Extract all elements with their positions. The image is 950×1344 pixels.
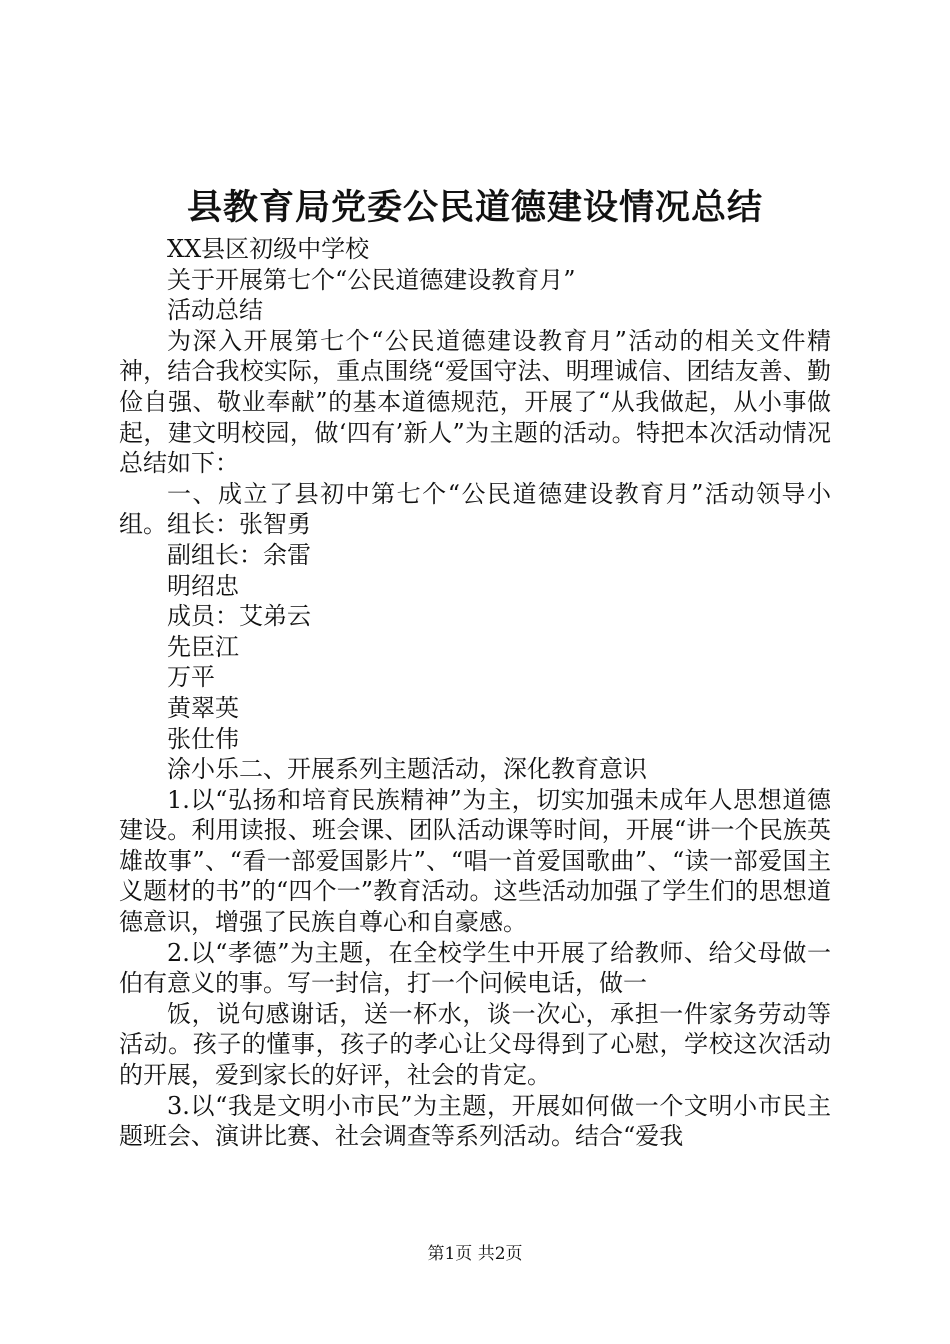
document-title: 县教育局党委公民道德建设情况总结	[186, 187, 763, 228]
paragraph-school-name: XX县区初级中学校	[167, 235, 370, 263]
paragraph-section-two: 涂小乐二、开展系列主题活动，深化教育意识	[167, 755, 647, 784]
paragraph-item-one: 1.以“弘扬和培育民族精神”为主，切实加强未成年人思想道德建设。利用读报、班会课、团队活动课等时间，开展“讲一个民族英雄故事”、“看一部爱国影片”、“唱一首爱国歌曲”、“读一部爱国主义题材的书”的“四个一”教育活动。这些活动加强了学生们的思想道德意识，增强了民族自尊心和自豪感。	[119, 785, 831, 937]
paragraph-member-name: 明绍忠	[167, 571, 239, 600]
paragraph-member-name: 先臣江	[167, 632, 239, 661]
paragraph-deputy-leader: 副组长：余雷	[167, 540, 311, 569]
paragraph-item-two: 2.以“孝德”为主题，在全校学生中开展了给教师、给父母做一伯有意义的事。写一封信，打一个问候电话，做一	[119, 938, 831, 998]
paragraph-item-three: 3.以“我是文明小市民”为主题，开展如何做一个文明小市民主题班会、演讲比赛、社会调查等系列活动。结合“爱我	[119, 1091, 831, 1151]
paragraph-member-name: 黄翠英	[167, 693, 239, 722]
paragraph-members: 成员：艾弟云	[167, 602, 311, 631]
paragraph-item-two-continued: 饭，说句感谢话，送一杯水，谈一次心，承担一件家务劳动等活动。孩子的懂事，孩子的孝心让父母得到了心慰，学校这次活动的开展，爱到家长的好评，社会的肯定。	[119, 999, 831, 1090]
paragraph-member-name: 张仕伟	[167, 724, 239, 753]
paragraph-subtitle: 关于开展第七个“公民道德建设教育月”	[167, 265, 576, 294]
paragraph-summary-heading: 活动总结	[167, 296, 263, 325]
page-number-footer: 第1页 共2页	[427, 1244, 523, 1264]
paragraph-intro: 为深入开展第七个“公民道德建设教育月”活动的相关文件精神，结合我校实际，重点围绕“爱国守法、明理诚信、团结友善、勤俭自强、敬业奉献”的基本道德规范，开展了“从我做起，从小事做起，建文明校园，做‘四有’新人”为主题的活动。特把本次活动情况总结如下：	[119, 326, 831, 478]
paragraph-member-name: 万平	[167, 663, 215, 692]
document-body	[119, 234, 831, 1152]
paragraph-section-one: 一、成立了县初中第七个“公民道德建设教育月”活动领导小组。组长：张智勇	[119, 479, 831, 539]
